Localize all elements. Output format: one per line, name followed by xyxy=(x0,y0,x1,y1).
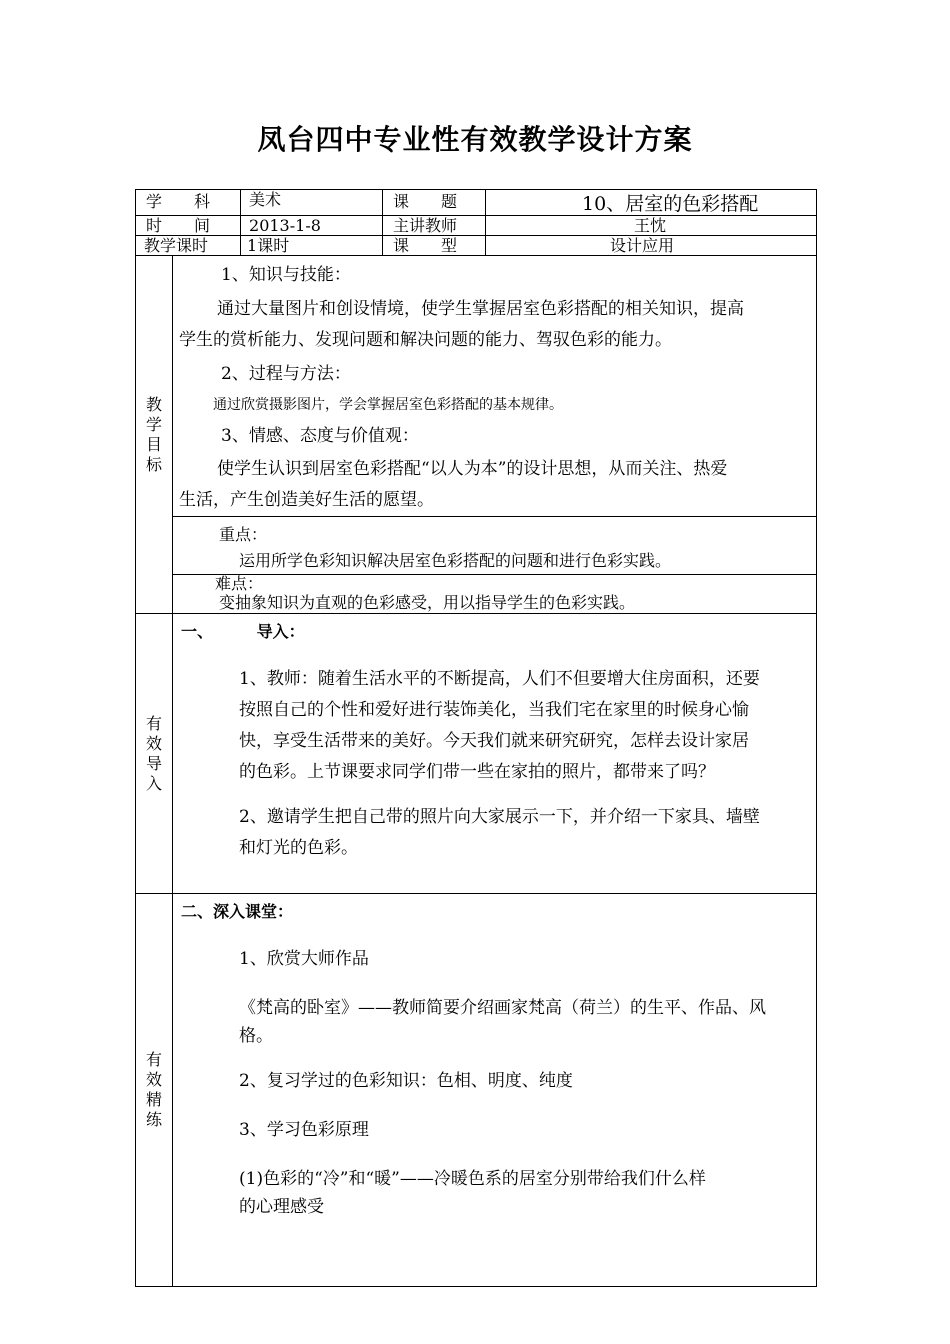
hours-label-cell xyxy=(136,236,241,256)
type-label-cell xyxy=(383,236,486,256)
goals-label: 教 学 目 标 xyxy=(136,256,173,614)
key-point-label: 重点： xyxy=(219,525,268,544)
difficulty-row xyxy=(136,575,817,614)
subject-value-cell xyxy=(241,190,383,216)
header-row-hours xyxy=(136,236,817,256)
k1-line2: 学生的赏析能力、发现问题和解决问题的能力、驾驭色彩的能力。 xyxy=(179,330,672,350)
teacher-label: 主讲教师 xyxy=(393,216,458,235)
topic-value: 10、居室的色彩搭配 xyxy=(582,193,759,215)
type-label: 课 型 xyxy=(393,236,458,255)
topic-label-cell xyxy=(383,190,486,216)
deep-s1: 1、欣赏大师作品 xyxy=(239,949,369,969)
k2-text: 通过欣赏摄影图片，学会掌握居室色彩搭配的基本规律。 xyxy=(213,397,563,413)
hours-value: 1课时 xyxy=(247,236,290,255)
key-point-cell xyxy=(173,517,817,575)
k3-line1: 使学生认识到居室色彩搭配“以人为本”的设计思想，从而关注、热爱 xyxy=(217,459,728,479)
intro-heading-text: 导入： xyxy=(256,622,305,641)
hours-value-cell xyxy=(241,236,383,256)
header-row-time xyxy=(136,216,817,236)
key-point-text: 运用所学色彩知识解决居室色彩搭配的问题和进行色彩实践。 xyxy=(239,551,672,570)
intro-p1-line4: 的色彩。上节课要求同学们带一些在家拍的照片，都带来了吗？ xyxy=(239,762,715,782)
intro-content xyxy=(173,614,817,894)
deep-content xyxy=(173,894,817,1287)
intro-row xyxy=(136,614,817,894)
time-value-cell xyxy=(241,216,383,236)
k3-line2: 生活，产生创造美好生活的愿望。 xyxy=(179,490,434,510)
deep-s3-desc1: (1)色彩的“冷”和“暖”——冷暖色系的居室分别带给我们什么样 xyxy=(239,1169,706,1189)
k1-title: 1、知识与技能： xyxy=(221,265,351,285)
time-value: 2013-1-8 xyxy=(249,216,321,235)
topic-label: 课 题 xyxy=(393,192,458,211)
difficulty-label: 难点： xyxy=(215,574,264,593)
topic-value-cell xyxy=(486,190,817,216)
teacher-value-cell xyxy=(486,216,817,236)
goals-content xyxy=(173,256,817,517)
page-title: 凤台四中专业性有效教学设计方案 xyxy=(257,123,693,156)
header-row-subject xyxy=(136,190,817,216)
intro-p1-line1: 1、教师：随着生活水平的不断提高，人们不但要增大住房面积，还要 xyxy=(239,669,760,689)
k1-line1: 通过大量图片和创设情境，使学生掌握居室色彩搭配的相关知识，提高 xyxy=(217,299,744,319)
deep-s1-desc2: 格。 xyxy=(239,1026,273,1046)
teacher-label-cell xyxy=(383,216,486,236)
intro-p2-line2: 和灯光的色彩。 xyxy=(239,838,358,858)
deep-s3-desc2: 的心理感受 xyxy=(239,1197,324,1217)
teacher-value: 王忱 xyxy=(634,216,667,235)
goals-row xyxy=(136,256,817,517)
deep-s1-desc1: 《梵高的卧室》——教师简要介绍画家梵高（荷兰）的生平、作品、风 xyxy=(239,998,766,1018)
difficulty-text: 变抽象知识为直观的色彩感受，用以指导学生的色彩实践。 xyxy=(219,593,636,612)
intro-label: 有 效 导 入 xyxy=(136,614,173,894)
subject-label-cell xyxy=(136,190,241,216)
type-value: 设计应用 xyxy=(610,236,675,255)
time-label-cell xyxy=(136,216,241,236)
intro-p1-line3: 快，享受生活带来的美好。今天我们就来研究研究，怎样去设计家居 xyxy=(239,731,749,751)
subject-value: 美术 xyxy=(249,190,282,209)
time-label: 时 间 xyxy=(146,216,211,235)
k2-title: 2、过程与方法： xyxy=(221,364,351,384)
type-value-cell xyxy=(486,236,817,256)
deep-s3: 3、学习色彩原理 xyxy=(239,1120,369,1140)
subject-label: 学 科 xyxy=(146,192,211,211)
key-point-row xyxy=(136,517,817,575)
intro-p2-line1: 2、邀请学生把自己带的照片向大家展示一下，并介绍一下家具、墙壁 xyxy=(239,807,760,827)
deep-label: 有 效 精 练 xyxy=(136,894,173,1287)
deep-s2: 2、复习学过的色彩知识：色相、明度、纯度 xyxy=(239,1071,573,1091)
lesson-plan-table xyxy=(135,189,817,1287)
hours-label: 教学课时 xyxy=(144,236,209,255)
intro-p1-line2: 按照自己的个性和爱好进行装饰美化，当我们宅在家里的时候身心愉 xyxy=(239,700,749,720)
difficulty-cell xyxy=(173,575,817,614)
deep-row xyxy=(136,894,817,1287)
k3-title: 3、情感、态度与价值观： xyxy=(221,426,419,446)
deep-heading: 二、深入课堂： xyxy=(181,902,294,921)
intro-heading-num: 一、 xyxy=(181,622,214,641)
